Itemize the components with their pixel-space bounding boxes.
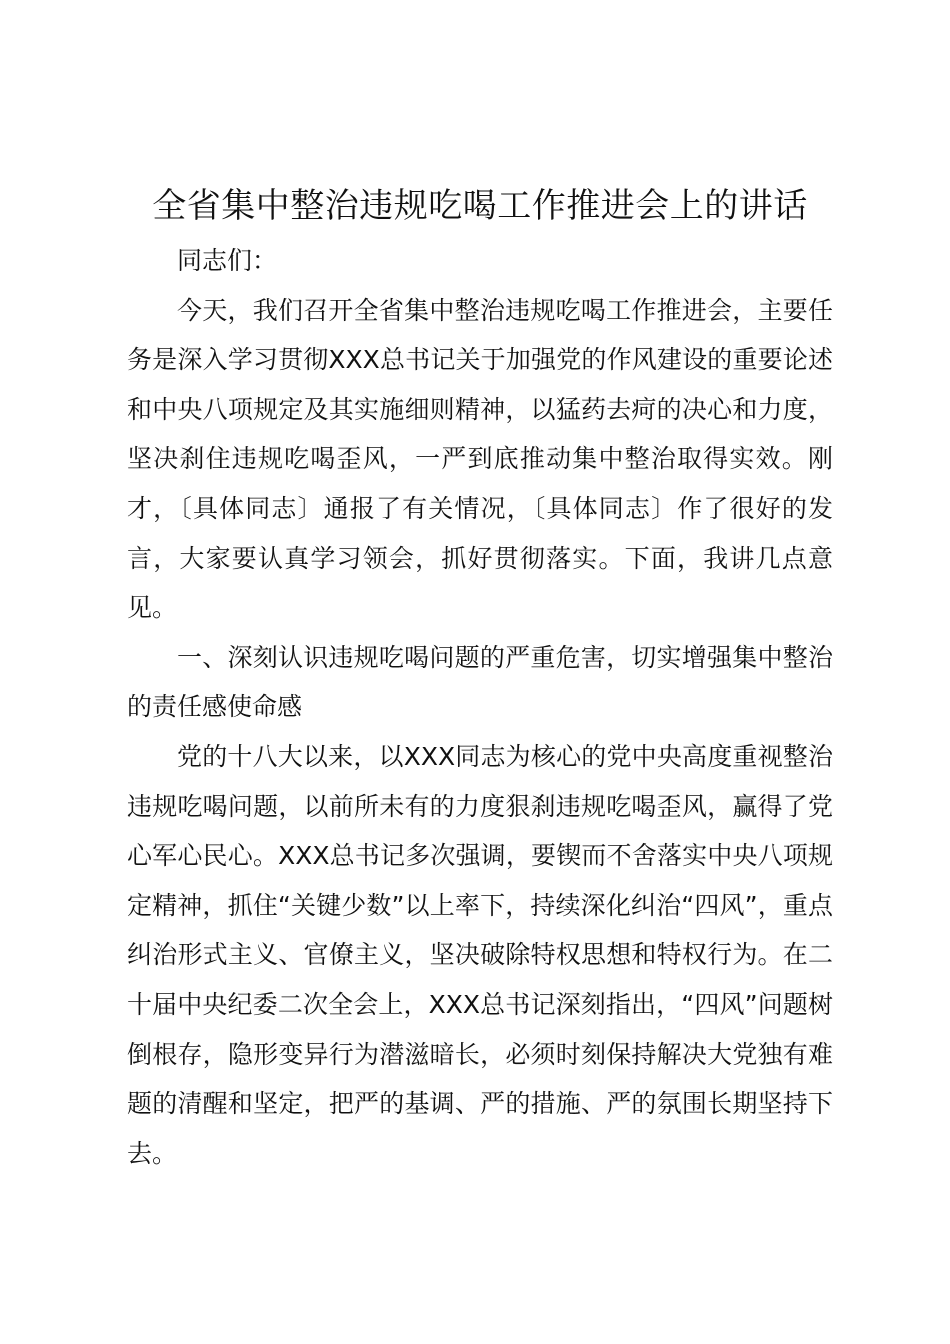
section-1-paragraph: 党的十八大以来，以XXX同志为核心的党中央高度重视整治违规吃喝问题，以前所未有的力度狠刹违规吃喝歪风，赢得了党心军心民心。XXX总书记多次强调，要锲而不舍落实中央八项规定精神，抓住“关键少数”以上率下，持续深化纠治“四风”，重点纠治形式主义、官僚主义，坚决破除特权思想和特权行为。在二十届中央纪委二次全会上，XXX总书记深刻指出，“四风”问题树倒根存，隐形变异行为潜滋暗长，必须时刻保持解决大党独有难题的清醒和坚定，把严的基调、严的措施、严的氛围长期坚持下去。	[127, 741, 833, 1168]
document-body	[127, 176, 833, 1178]
salutation: 同志们：	[177, 246, 278, 275]
section-heading-1: 一、深刻认识违规吃喝问题的严重危害，切实增强集中整治的责任感使命感	[127, 642, 833, 722]
opening-paragraph: 今天，我们召开全省集中整治违规吃喝工作推进会，主要任务是深入学习贯彻XXX总书记关于加强党的作风建设的重要论述和中央八项规定及其实施细则精神，以猛药去疴的决心和力度，坚决刹住违规吃喝歪风，一严到底推动集中整治取得实效。刚才，〔具体同志〕通报了有关情况，〔具体同志〕作了很好的发言，大家要认真学习领会，抓好贯彻落实。下面，我讲几点意见。	[127, 295, 833, 623]
document-title: 全省集中整治违规吃喝工作推进会上的讲话	[152, 186, 808, 226]
